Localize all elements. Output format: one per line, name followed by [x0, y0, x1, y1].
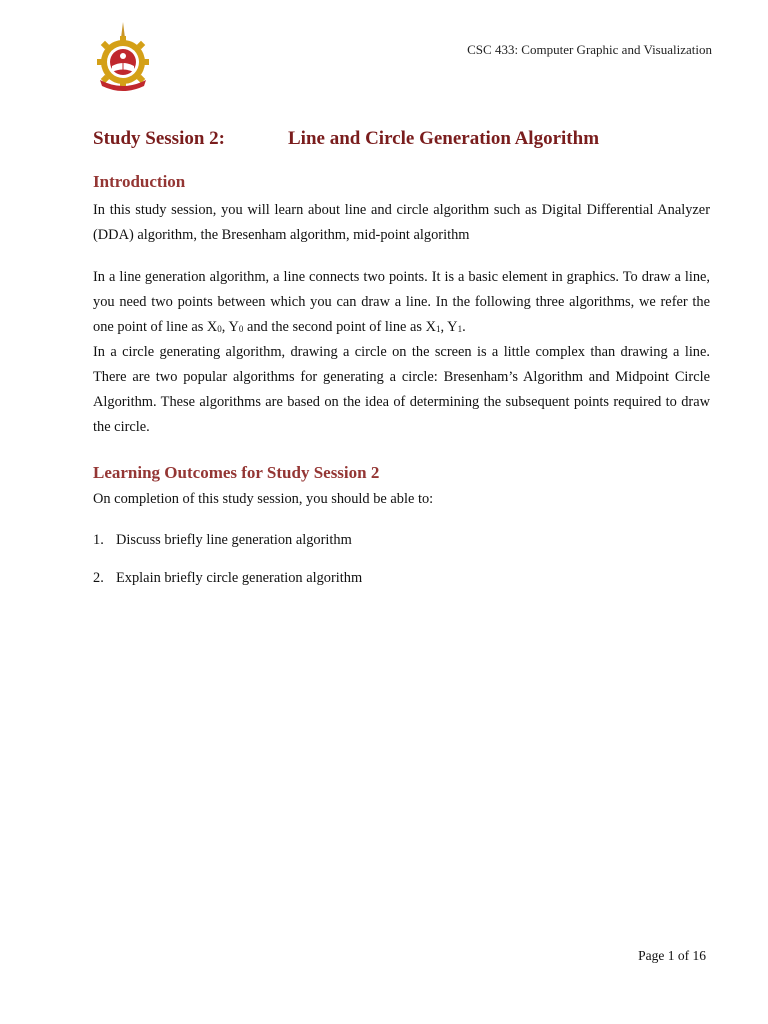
introduction-heading: Introduction — [93, 172, 186, 191]
list-item-number: 2. — [93, 570, 104, 586]
session-title: Line and Circle Generation Algorithm — [288, 128, 600, 149]
list-item-number: 1. — [93, 532, 104, 548]
university-crest-icon — [90, 20, 156, 92]
intro-paragraph-1: In this study session, you will learn about line and circle algorithm such as Digital Differential Analyzer (DDA) algorithm, the Bresenham algorithm, mid-point algorithm — [93, 202, 710, 243]
outcomes-heading: Learning Outcomes for Study Session 2 — [93, 463, 380, 482]
session-label: Study Session 2: — [93, 128, 225, 149]
page-number: Page 1 of 16 — [638, 948, 706, 963]
outcomes-lead: On completion of this study session, you should be able to: — [93, 491, 434, 507]
running-header: CSC 433: Computer Graphic and Visualization — [467, 42, 712, 57]
page-title — [93, 128, 600, 150]
list-item-text: Explain briefly circle generation algorithm — [116, 570, 363, 586]
intro-paragraph-2: In a line generation algorithm, a line connects two points. It is a basic element in graphics. To draw a line, you need two points between which you can draw a line. In the following three algorithms, we refer the one point of line as $X_0$, $Y_0$ and the second point of line as $X_1$, $Y_1$. — [93, 269, 710, 335]
list-item-text: Discuss briefly line generation algorithm — [116, 532, 352, 548]
list-item — [93, 532, 352, 549]
list-item — [93, 570, 362, 587]
intro-paragraph-3: In a circle generating algorithm, drawing a circle on the screen is a little complex than drawing a line. There are two popular algorithms for generating a circle: Bresenham’s Algorithm and Midpoint Circle Algorithm. These algorithms are based on the idea of determining the subsequent points required to draw the circle. — [93, 344, 710, 435]
